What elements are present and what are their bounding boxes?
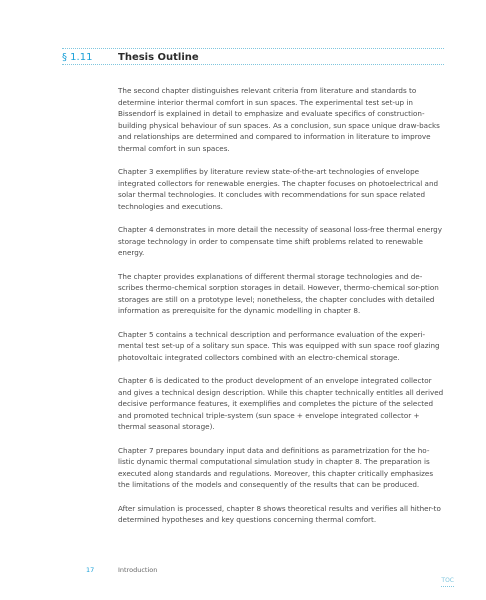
paragraph-chapter-7: Chapter 7 prepares boundary input data and definitions as parametrization for the ho-listic dynamic thermal computational simulation study in chapter 8. The preparation is executed along standards and regulations. Moreover, this chapter critically emphasizes the limitations of the models and consequently of the results that can be produced.: [118, 445, 434, 489]
running-footer-chapter: Introduction: [118, 566, 158, 574]
paragraph-chapter-6: Chapter 6 is dedicated to the product development of an envelope integrated collector and gives a technical design description. While this chapter technically entitles all derived decisive performance features, it exemplifies and completes the picture of the selected and promoted technical triple-system (sun space + envelope integrated collector + thermal seasonal storage).: [118, 376, 444, 431]
paragraph-chapter-4: Chapter 4 demonstrates in more detail the necessity of seasonal loss-free thermal energy storage technology in order to compensate time shift problems related to renewable energy.: [118, 225, 442, 257]
paragraph-chapter-5: Chapter 5 contains a technical description and performance evaluation of the experi-mental test set-up of a solitary sun space. This was equipped with sun space roof glazing photovoltaic integrated collectors combined with an electro-chemical storage.: [118, 329, 440, 362]
body-text: [118, 85, 444, 538]
section-number: § 1.11: [62, 52, 93, 63]
paragraph-chapter-2: The second chapter distinguishes relevant criteria from literature and standards to determine interior thermal comfort in sun spaces. The experimental test set-up in Bissendorf is explained in detail to emphasize and evaluate specifics of construction-building physical behaviour of sun spaces. As a conclusion, sun space unique draw-backs and relationships are determined and compared to information in literature to improve thermal comfort in sun spaces.: [118, 86, 440, 153]
section-heading: [62, 52, 444, 64]
section-title: Thesis Outline: [118, 52, 199, 63]
page-number: 17: [86, 566, 95, 574]
paragraph-chapter-3: Chapter 3 exemplifies by literature review state-of-the-art technologies of envelope integrated collectors for renewable energies. The chapter focuses on photoelectrical and solar thermal technologies. It concludes with recommendations for sun space related technologies and executions.: [118, 167, 439, 211]
paragraph-storage-technologies: The chapter provides explanations of different thermal storage technologies and de-scribes thermo-chemical sorption storages in detail. However, thermo-chemical sor-ption storages are still on a prototype level; nonetheless, the chapter concludes with detailed information as prerequisite for the dynamic modelling in chapter 8.: [118, 271, 439, 315]
heading-top-rule: [62, 48, 444, 49]
paragraph-chapter-8: After simulation is processed, chapter 8 shows theoretical results and verifies all hither-to determined hypotheses and key questions concerning thermal comfort.: [118, 503, 441, 524]
toc-link[interactable]: TOC: [441, 577, 454, 587]
heading-bottom-rule: [62, 64, 444, 65]
